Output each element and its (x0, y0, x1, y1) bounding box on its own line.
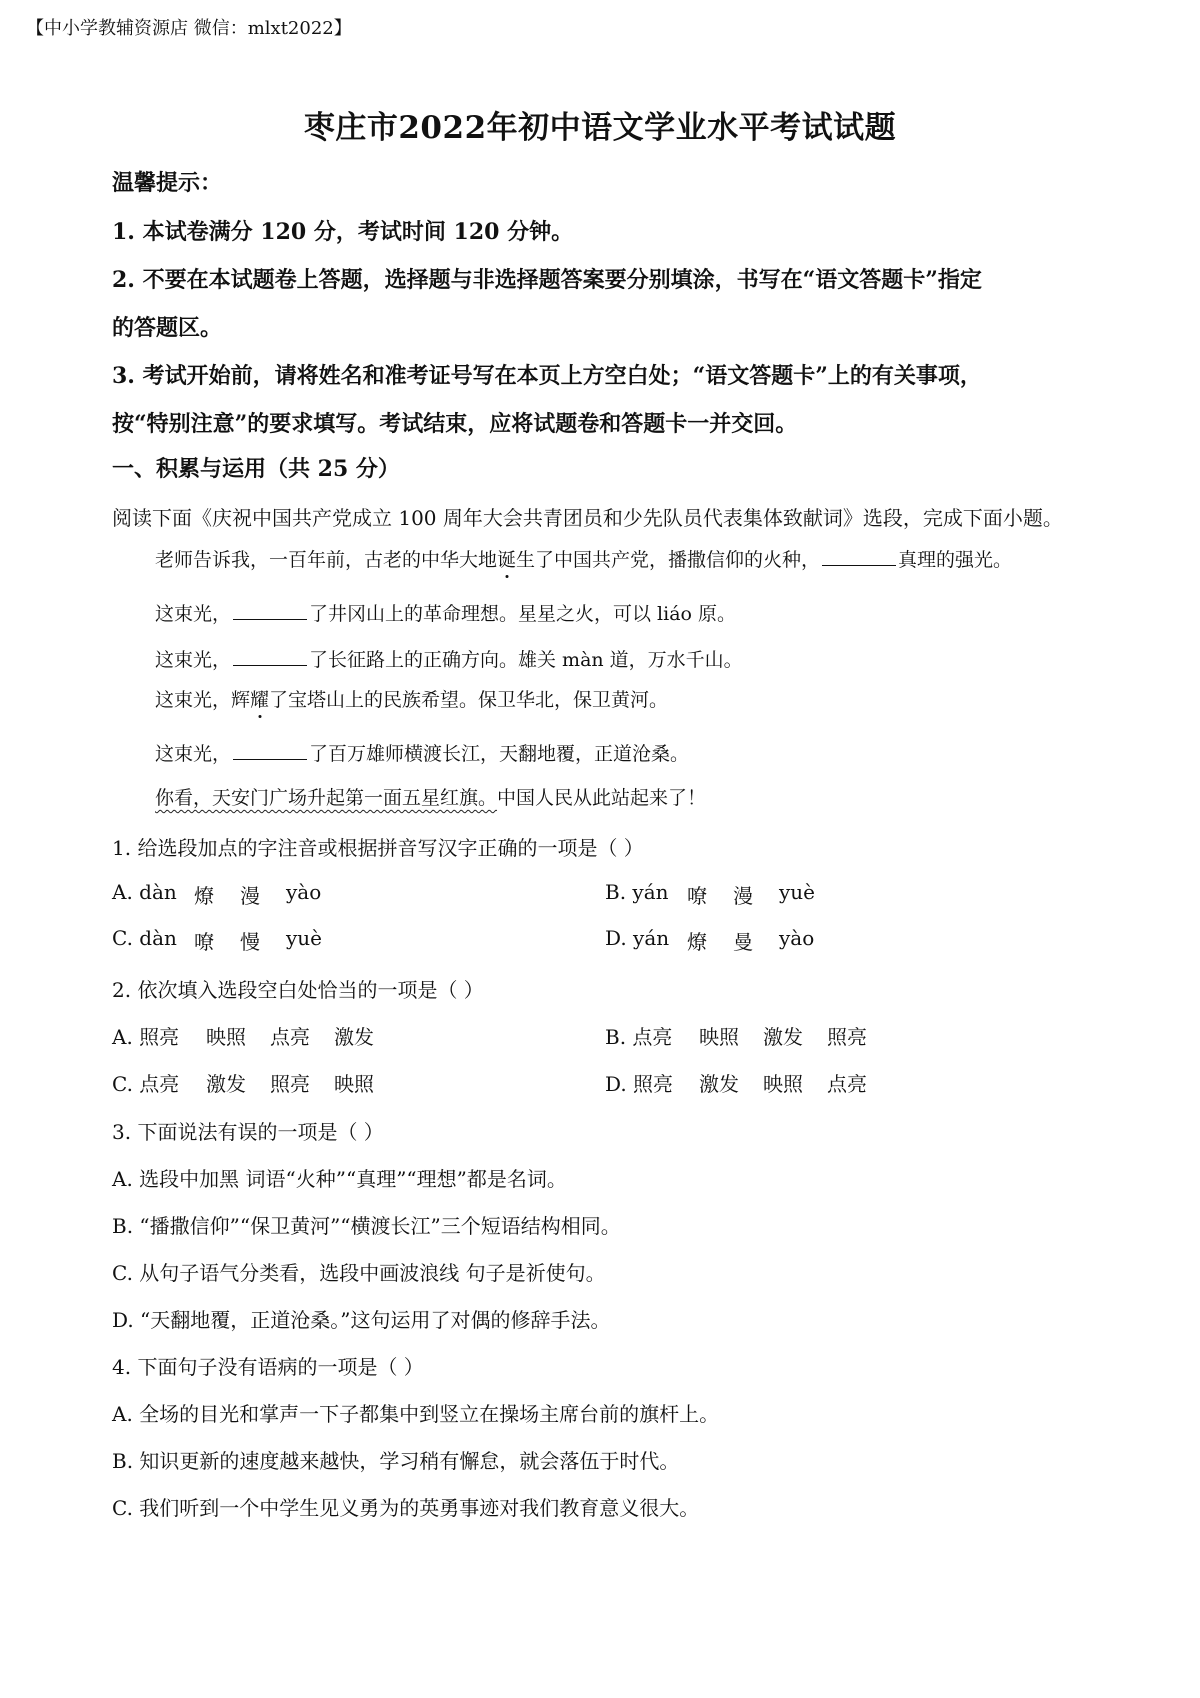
tip-2: 2. 不要在本试题卷上答题，选择题与非选择题答案要分别填涂，书写在“语文答题卡”指定 (112, 267, 982, 293)
tips-heading: 温馨提示： (112, 170, 223, 196)
passage-line-4: 这束光，辉耀了宝塔山上的民族希望。保卫华北，保卫黄河。 (155, 689, 669, 711)
question-2-option-c: C. 点亮 激发 照亮 映照 (112, 1072, 374, 1096)
question-3-stem: 3. 下面说法有误的一项是（ ） (112, 1120, 384, 1144)
reading-intro: 阅读下面《庆祝中国共产党成立 100 周年大会共青团员和少先队员代表集体致献词》选段，完成下面小题。 (112, 506, 1063, 530)
wavy-underlined-sentence: 你看，天安门广场升起第一面五星红旗。 (155, 787, 498, 809)
question-3-option-a: A. 选段中加黑 词语“火种”“真理”“理想”都是名词。 (112, 1167, 567, 1191)
fill-blank (822, 547, 896, 566)
passage-line-2: 这束光， 了井冈山上的革命理想。星星之火，可以 liáo 原。 (155, 603, 737, 625)
tip-1: 1. 本试卷满分 120 分，考试时间 120 分钟。 (112, 219, 574, 245)
watermark-header: 【中小学教辅资源店 微信：mlxt2022】 (26, 18, 352, 39)
question-4-option-c: C. 我们听到一个中学生见义勇为的英勇事迹对我们教育意义很大。 (112, 1496, 700, 1520)
question-3-option-c: C. 从句子语气分类看，选段中画波浪线 句子是祈使句。 (112, 1261, 606, 1285)
question-1-option-c: C. dàn 嘹 慢 yuè (112, 926, 323, 954)
question-2-option-d: D. 照亮 激发 映照 点亮 (605, 1072, 867, 1096)
question-3-option-b: B. “播撒信仰”“保卫黄河”“横渡长江”三个短语结构相同。 (112, 1214, 621, 1238)
passage-line-6: 你看，天安门广场升起第一面五星红旗。中国人民从此站起来了！ (155, 787, 707, 809)
fill-blank (233, 741, 307, 760)
passage-line-5: 这束光， 了百万雄师横渡长江，天翻地覆，正道沧桑。 (155, 743, 690, 765)
question-4-option-b: B. 知识更新的速度越来越快，学习稍有懈怠，就会落伍于时代。 (112, 1449, 680, 1473)
emphasis-dot: 诞 (497, 549, 517, 571)
question-1-option-a: A. dàn 燎 漫 yào (112, 880, 322, 908)
question-4-option-a: A. 全场的目光和掌声一下子都集中到竖立在操场主席台前的旗杆上。 (112, 1402, 720, 1426)
emphasis-dot: 耀 (250, 689, 270, 711)
tip-3-cont: 按“特别注意”的要求填写。考试结束，应将试题卷和答题卡一并交回。 (112, 411, 798, 437)
fill-blank (233, 647, 307, 666)
tip-3: 3. 考试开始前，请将姓名和准考证号写在本页上方空白处；“语文答题卡”上的有关事项， (112, 363, 982, 389)
question-4-stem: 4. 下面句子没有语病的一项是（ ） (112, 1355, 424, 1379)
question-2-option-b: B. 点亮 映照 激发 照亮 (605, 1025, 867, 1049)
section-heading: 一、积累与运用（共 25 分） (112, 456, 400, 482)
question-2-stem: 2. 依次填入选段空白处恰当的一项是（ ） (112, 978, 484, 1002)
fill-blank (233, 601, 307, 620)
question-3-option-d: D. “天翻地覆，正道沧桑。”这句运用了对偶的修辞手法。 (112, 1308, 611, 1332)
tip-2-cont: 的答题区。 (112, 315, 223, 341)
passage-line-1: 老师告诉我，一百年前，古老的中华大地诞生了中国共产党，播撒信仰的火种， 真理的强光。 (155, 549, 1013, 571)
question-1-option-b: B. yán 嘹 漫 yuè (605, 880, 816, 908)
page-title: 枣庄市2022年初中语文学业水平考试试题 (303, 110, 897, 146)
question-1-stem: 1. 给选段加点的字注音或根据拼音写汉字正确的一项是（ ） (112, 836, 644, 860)
question-1-option-d: D. yán 燎 曼 yào (605, 926, 815, 954)
passage-line-3: 这束光， 了长征路上的正确方向。雄关 màn 道，万水千山。 (155, 649, 743, 671)
question-2-option-a: A. 照亮 映照 点亮 激发 (112, 1025, 374, 1049)
